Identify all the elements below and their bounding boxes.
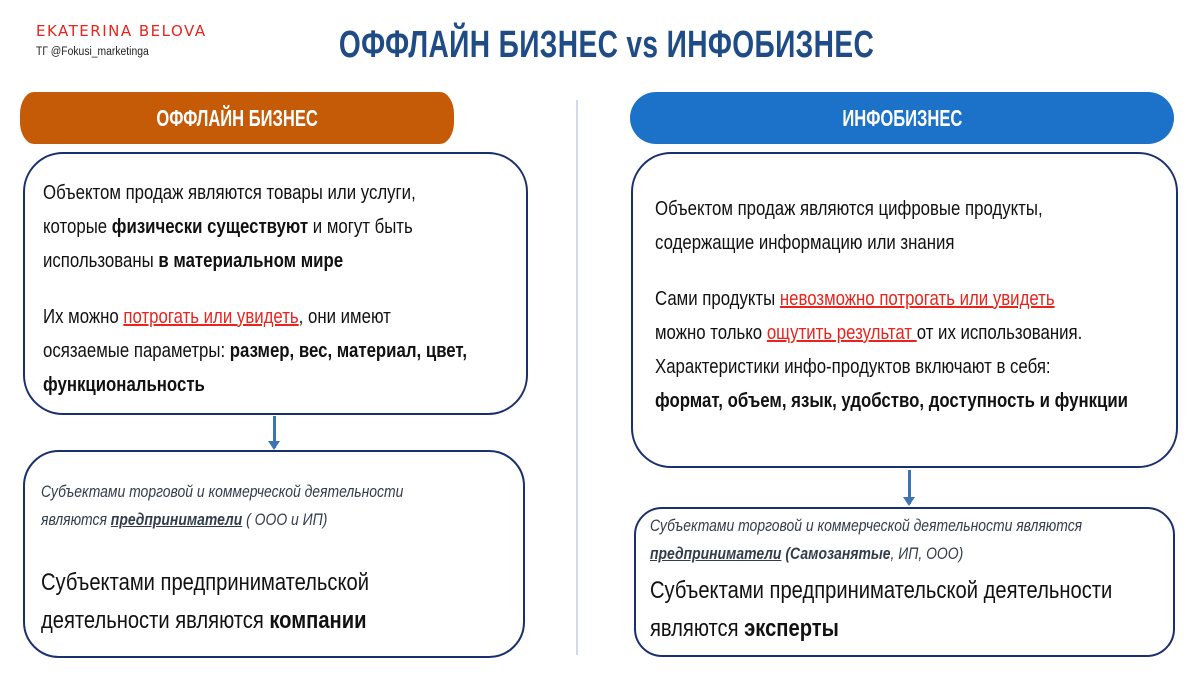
offline-object-line5: осязаемые параметры: размер, вес, материал, цвет, [43, 340, 468, 362]
offline-object-line1: Объектом продаж являются товары или услуги, [43, 182, 416, 204]
info-subject-box [634, 507, 1175, 657]
info-object-box [631, 152, 1178, 468]
info-object-line6: формат, объем, язык, удобство, доступность и функции [655, 390, 1129, 412]
offline-heading: ОФФЛАЙН БИЗНЕС [156, 104, 318, 131]
offline-object-line3: использованы в материальном мире [43, 250, 344, 272]
info-subject-line1: Субъектами предпринимательской деятельности [650, 577, 1113, 604]
info-object-line1: Объектом продаж являются цифровые продукты, [655, 198, 1043, 220]
info-subject-italic-line2: предприниматели (Самозанятые, ИП, ООО) [650, 544, 964, 563]
author-name: EKATERINA BELOVA [36, 22, 207, 40]
telegram-handle: ТГ @Fokusi_marketinga [36, 46, 149, 58]
info-object-line3: Сами продукты невозможно потрогать или увидеть [655, 288, 1055, 310]
offline-subject-box [23, 450, 525, 658]
info-object-line5: Характеристики инфо-продуктов включают в себя: [655, 356, 1051, 378]
offline-subject-line1: Субъектами предпринимательской [41, 569, 370, 596]
info-subject-italic-line1: Субъектами торговой и коммерческой деятельности являются [650, 516, 1083, 535]
info-arrow-icon [908, 470, 911, 504]
offline-subject-italic-line2: являются предприниматели ( ООО и ИП) [41, 510, 328, 529]
info-object-line2: содержащие информацию или знания [655, 232, 955, 254]
column-divider [576, 100, 578, 655]
offline-subject-italic-line1: Субъектами торговой и коммерческой деятельности [41, 482, 404, 501]
page-title: ОФФЛАЙН БИЗНЕС vs ИНФОБИЗНЕС [338, 24, 875, 66]
info-heading-pill [630, 92, 1174, 144]
offline-object-line2: которые физически существуют и могут быть [43, 216, 413, 238]
offline-subject-line2: деятельности являются компании [41, 607, 367, 634]
offline-arrow-icon [273, 416, 276, 448]
info-object-line4: можно только ощутить результат от их использования. [655, 322, 1083, 344]
info-heading: ИНФОБИЗНЕС [841, 104, 963, 131]
info-subject-line2: являются эксперты [650, 615, 839, 642]
offline-object-box [23, 152, 528, 415]
offline-heading-pill [20, 92, 454, 144]
offline-object-line4: Их можно потрогать или увидеть, они имеют [43, 306, 391, 328]
offline-object-line6: функциональность [43, 374, 205, 396]
